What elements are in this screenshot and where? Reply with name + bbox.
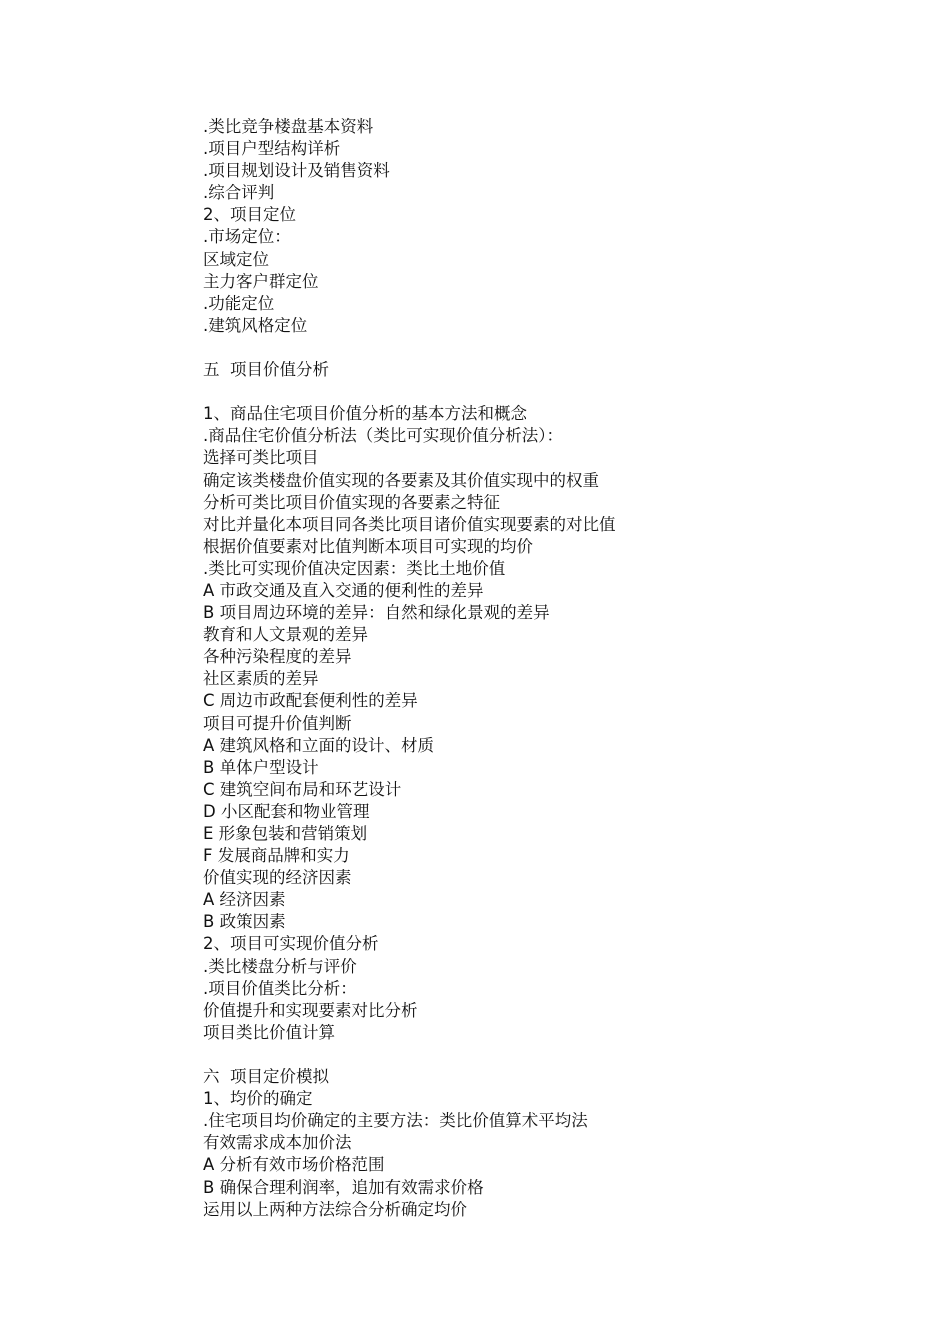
section-item-heading: 1、商品住宅项目价值分析的基本方法和概念: [203, 404, 527, 424]
text-line: A 市政交通及直入交通的便利性的差异: [203, 580, 484, 600]
text-line: .类比竞争楼盘基本资料: [203, 117, 374, 136]
text-line: A 分析有效市场价格范围: [203, 1155, 385, 1175]
text-line: .项目价值类比分析：: [203, 978, 357, 998]
section-heading-6: 六 项目定价模拟: [203, 1067, 329, 1087]
text-line: C 周边市政配套便利性的差异: [203, 691, 418, 711]
text-line: 分析可类比项目价值实现的各要素之特征: [203, 492, 500, 512]
document-body: [203, 116, 903, 1221]
text-line: 价值提升和实现要素对比分析: [203, 1000, 418, 1020]
text-line: .住宅项目均价确定的主要方法：类比价值算术平均法: [203, 1111, 588, 1131]
blank-line: [203, 1044, 903, 1066]
text-line: .综合评判: [203, 183, 275, 203]
text-line: 对比并量化本项目同各类比项目诸价值实现要素的对比值: [203, 514, 616, 534]
text-line: .商品住宅价值分析法（类比可实现价值分析法）：: [203, 426, 563, 446]
text-line: 选择可类比项目: [203, 448, 319, 468]
text-line: 各种污染程度的差异: [203, 647, 352, 667]
text-line: 区域定位: [203, 249, 269, 269]
text-line: .功能定位: [203, 293, 275, 313]
text-line: 确定该类楼盘价值实现的各要素及其价值实现中的权重: [203, 470, 599, 490]
text-line: 教育和人文景观的差异: [203, 625, 368, 645]
text-line: .项目规划设计及销售资料: [203, 161, 390, 181]
section-item-heading: 2、项目定位: [203, 205, 296, 225]
text-line: B 项目周边环境的差异：自然和绿化景观的差异: [203, 603, 550, 623]
text-line: B 政策因素: [203, 912, 286, 932]
section-item-heading: 2、项目可实现价值分析: [203, 934, 379, 954]
text-line: .建筑风格定位: [203, 315, 308, 335]
text-line: D 小区配套和物业管理: [203, 801, 370, 821]
text-line: .类比楼盘分析与评价: [203, 956, 357, 976]
text-line: A 建筑风格和立面的设计、材质: [203, 735, 435, 755]
text-line: 主力客户群定位: [203, 271, 319, 291]
text-line: 根据价值要素对比值判断本项目可实现的均价: [203, 536, 533, 556]
text-line: 价值实现的经济因素: [203, 868, 352, 888]
text-line: 社区素质的差异: [203, 669, 319, 689]
text-line: A 经济因素: [203, 890, 286, 910]
text-line: 项目类比价值计算: [203, 1022, 335, 1042]
text-line: .类比可实现价值决定因素：类比土地价值: [203, 558, 506, 578]
text-line: 运用以上两种方法综合分析确定均价: [203, 1199, 467, 1219]
section-heading-5: 五 项目价值分析: [203, 360, 329, 380]
text-line: .市场定位：: [203, 227, 291, 247]
text-line: 有效需求成本加价法: [203, 1133, 352, 1153]
text-line: F 发展商品牌和实力: [203, 846, 350, 866]
blank-line: [203, 337, 903, 359]
text-line: E 形象包装和营销策划: [203, 824, 368, 843]
text-line: C 建筑空间布局和环艺设计: [203, 779, 402, 799]
text-line: 项目可提升价值判断: [203, 713, 352, 733]
section-item-heading: 1、均价的确定: [203, 1089, 313, 1109]
blank-line: [203, 381, 903, 403]
text-line: .项目户型结构详析: [203, 139, 341, 159]
text-line: B 单体户型设计: [203, 757, 319, 777]
text-line: B 确保合理利润率，追加有效需求价格: [203, 1177, 484, 1197]
